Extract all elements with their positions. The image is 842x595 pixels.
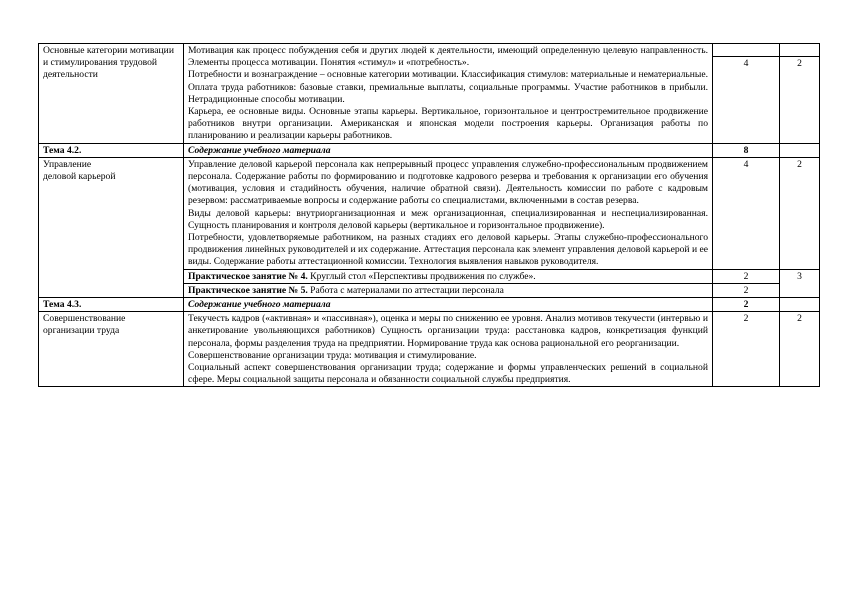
hours-cell: 4 [713, 157, 780, 269]
hours-cell: 8 [713, 143, 780, 157]
hours-cell: 2 [713, 283, 780, 297]
topic-cell [39, 312, 184, 387]
topic-name: Основные категории мотивации и стимулирования трудовой деятельности [43, 45, 174, 81]
content-paragraph: Текучесть кадров («активная» и «пассивная»), оценка и меры по снижению ее уровня. Анализ мотивов текучести (интервью и анкетирование увольняющихся работников) Сущность организации труда: расстановка кадров, конкретизация функций персонала, формы разделения труда на предприятии. Нормирование труда как основа рациональной его реорганизации. [188, 313, 708, 349]
content-cell [184, 44, 713, 144]
hours-cell-empty [713, 44, 780, 57]
topic-name: Управление [43, 158, 92, 170]
topic-cell [39, 157, 184, 297]
table-row [39, 312, 820, 387]
content-paragraph: Потребности, удовлетворяемые работником, на разных стадиях его деловой карьеры. Этапы служебно-профессионального продвижения линейных руководителей и их содержание. Аттестация персонала как элемент управления деловой карьерой и ее виды. Содержание работы аттестационной комиссии. Технология выявления навыков руководителя. [188, 232, 709, 268]
topic-cell [39, 44, 184, 144]
table-row [39, 298, 820, 312]
practice-text: Работа с материалами по аттестации персонала [307, 284, 504, 296]
hours-cell: 2 [713, 298, 780, 312]
curriculum-table [38, 43, 820, 387]
level-cell: 2 [780, 312, 820, 387]
content-paragraph: Управление деловой карьерой персонала как непрерывный процесс управления служебно-профессиональным продвижением персонала. Содержание работы по формированию и подготовке кадрового резерва и требования к организации его обучения (мотивация, условия и стадийность обучения, наличие обратной связи). Деятельность комиссии по работе с кадровым резервом: рассматриваемые вопросы и содержание работы со специалистами, включенными в состав резерва. [188, 158, 708, 207]
topic-name: Совершенствование организации труда [43, 313, 126, 337]
topic-title: Тема 4.3. [39, 298, 184, 312]
topic-title: Тема 4.2. [39, 143, 184, 157]
content-header: Содержание учебного материала [184, 143, 713, 157]
table-row [39, 143, 820, 157]
content-paragraph: Социальный аспект совершенствования организации труда; содержание и формы управленческих решений в социальной сфере. Меры социальной защиты персонала и обязанности социальной службы предприятия. [188, 362, 708, 386]
table-row [39, 157, 820, 269]
content-paragraph: Мотивация как процесс побуждения себя и других людей к деятельности, имеющий определенную целевую направленность. Элементы процесса мотивации. Понятия «стимул» и «потребность». [188, 45, 708, 69]
hours-cell: 4 [713, 57, 780, 144]
content-paragraph: Потребности и вознаграждение – основные категории мотивации. Классификация стимулов: материальные и нематериальные. Оплата труда работников: базовые ставки, премиальные выплаты, социальные программы. Участие работников в прибыли. Нетрадиционные способы мотивации. [188, 69, 708, 105]
practice-text: Круглый стол «Перспективы продвижения по службе». [307, 270, 536, 282]
content-cell [184, 157, 713, 269]
practice-cell [184, 269, 713, 283]
practice-label: Практическое занятие № 5. [188, 284, 308, 296]
level-cell: 2 [780, 57, 820, 144]
practice-cell [184, 283, 713, 297]
practice-label: Практическое занятие № 4. [188, 270, 308, 282]
content-paragraph: Совершенствование организации труда: мотивация и стимулирование. [188, 349, 477, 361]
content-paragraph: Карьера, ее основные виды. Основные этапы карьеры. Вертикальное, горизонтальное и центростремительное продвижение работников внутри организации. Американская и японская модели построения карьеры. Организация работы по планированию и реализации карьеры работников. [188, 106, 708, 142]
level-cell-empty [780, 298, 820, 312]
level-cell-empty [780, 143, 820, 157]
level-cell: 2 [780, 157, 820, 269]
table-row [39, 44, 820, 57]
hours-cell: 2 [713, 312, 780, 387]
content-header: Содержание учебного материала [184, 298, 713, 312]
topic-name: деловой карьерой [43, 171, 116, 183]
level-cell: 3 [780, 269, 820, 297]
hours-cell: 2 [713, 269, 780, 283]
content-paragraph: Виды деловой карьеры: внутриорганизационная и меж организационная, специализированная и неспециализированная. Сущность планирования и контроля деловой карьеры (вертикальное и горизонтальное продвижение). [188, 207, 708, 231]
level-cell-empty [780, 44, 820, 57]
content-cell [184, 312, 713, 387]
